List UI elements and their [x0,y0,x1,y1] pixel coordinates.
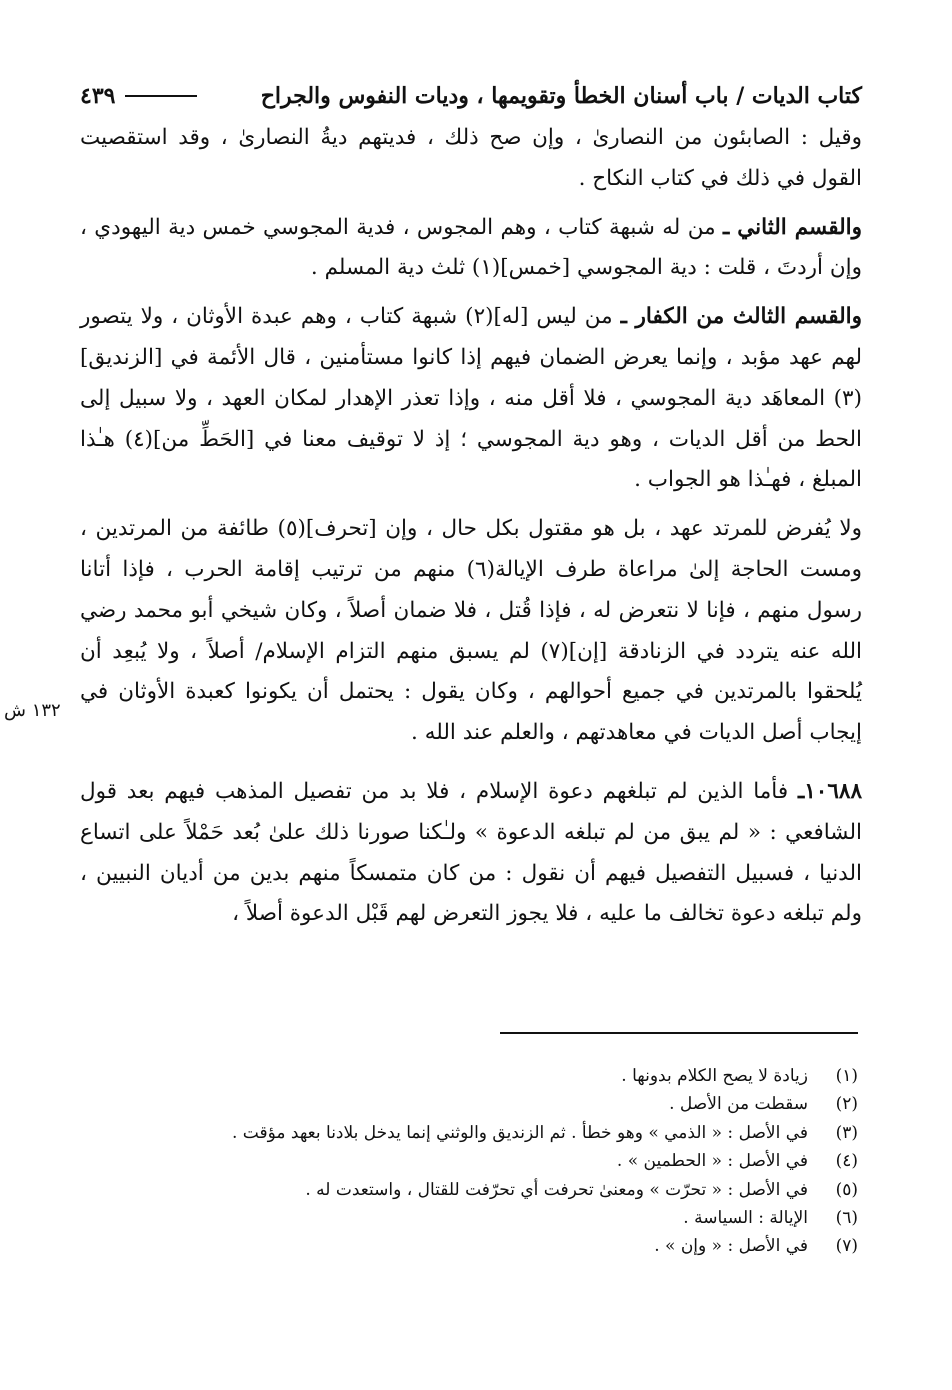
footnote: (١) زيادة لا يصح الكلام بدونها . [621,1066,858,1086]
footnote: (٦) الإيالة : السياسة . [683,1208,858,1229]
paragraph: وقيل : الصابئون من النصارىٰ ، وإن صح ذلك ، فديتهم ديةُ النصارىٰ ، وقد استقصيت القول في ذلك في كتاب النكاح . [80,125,862,191]
paragraph: والقسم الثاني ـ من له شبهة كتاب ، وهم المجوس ، فدية المجوسي خمس دية اليهودي ، وإن أردتَ ، قلت : دية المجوسي [خمس](١) ثلث دية المسلم . [80,214,862,281]
page-number: ٤٣٩ [80,83,116,109]
paragraph: والقسم الثالث من الكفار ـ من ليس [له](٢) شبهة كتاب ، وهم عبدة الأوثان ، ولا يتصور لهم عهد مؤبد ، وإنما يعرض الضمان فيهم إذا كانوا مستأمنين ، قال الأئمة في [الزنديق](٣) المعاهَد دية المجوسي ، فلا أقل منه ، وإذا تعذر الإهدار لمكان العهد ، ولا سبيل إلى الحط من أقل الديات ، وهو دية المجوسي ؛ إذ لا توقيف معنا في [الحَطِّ من](٤) هـٰذا المبلغ ، فهـٰذا هو الجواب . [80,304,863,493]
header-title: كتاب الديات / باب أسنان الخطأ وتقويمها ، وديات النفوس والجراح [260,83,862,109]
paragraph: ولا يُفرض للمرتد عهد ، بل هو مقتول بكل حال ، وإن [تحرف](٥) طائفة من المرتدين ، ومست الحاجة إلىٰ مراعاة طرف الإيالة(٦) منهم من ترتيب إقامة الحرب ، فإذا أتانا رسول منهم ، فإنا لا نتعرض له ، فإذا قُتل ، فلا ضمان أصلاً ، وكان شيخي أبو محمد رضي الله عنه يتردد في الزنادقة [إن](٧) لم يسبق منهم التزام الإسلام/ أصلاً ، ولا يُبعِد أن يُلحقوا بالمرتدين في جميع أحوالهم ، وكان يقول : يحتمل أن يكونوا كعبدة الأوثان في إيجاب أصل الديات في معاهدتهم ، والعلم عند الله . [80,516,862,746]
running-header [80,76,862,118]
footnote: (٤) في الأصل : « الحطمين » . [616,1151,858,1172]
footnote: (٥) في الأصل : « تحرّت » ومعنىٰ تحرفت أي تحرّفت للقتال ، واستعدت له . [305,1179,858,1200]
paragraph-lead: والقسم الثالث من الكفار ـ [620,304,863,330]
main-text [80,118,862,935]
footnote: (٧) في الأصل : « وإن » . [654,1236,858,1257]
footnote-separator [500,1032,858,1034]
paragraph: ١٠٦٨٨ـ فأما الذين لم تبلغهم دعوة الإسلام ، فلا بد من تفصيل المذهب فيهم بعد قول الشافعي : « لم يبق من لم تبلغه الدعوة » ولـٰكنا صورنا ذلك علىٰ بُعد حَمْلاً على اتساع الدنيا ، فسبيل التفصيل فيهم أن نقول : من كان متمسكاً منهم بدين من أديان النبيين ، ولم تبلغه دعوة تخالف ما عليه ، فلا يجوز التعرض لهم قَبْل الدعوة أصلاً ، [80,778,862,927]
margin-folio-note: ١٣٢ ش [4,700,61,721]
footnote: (٣) في الأصل : « الذمي » وهو خطأ . ثم الزنديق والوثني إنما يدخل بلادنا بعهد مؤقت . [232,1122,858,1143]
paragraph-lead: والقسم الثاني ـ [722,214,862,240]
page [80,76,862,935]
header-rule [125,95,197,97]
footnotes [80,1062,858,1261]
footnote: (٢) سقطت من الأصل . [669,1094,858,1115]
paragraph-number: ١٠٦٨٨ـ [797,778,862,804]
